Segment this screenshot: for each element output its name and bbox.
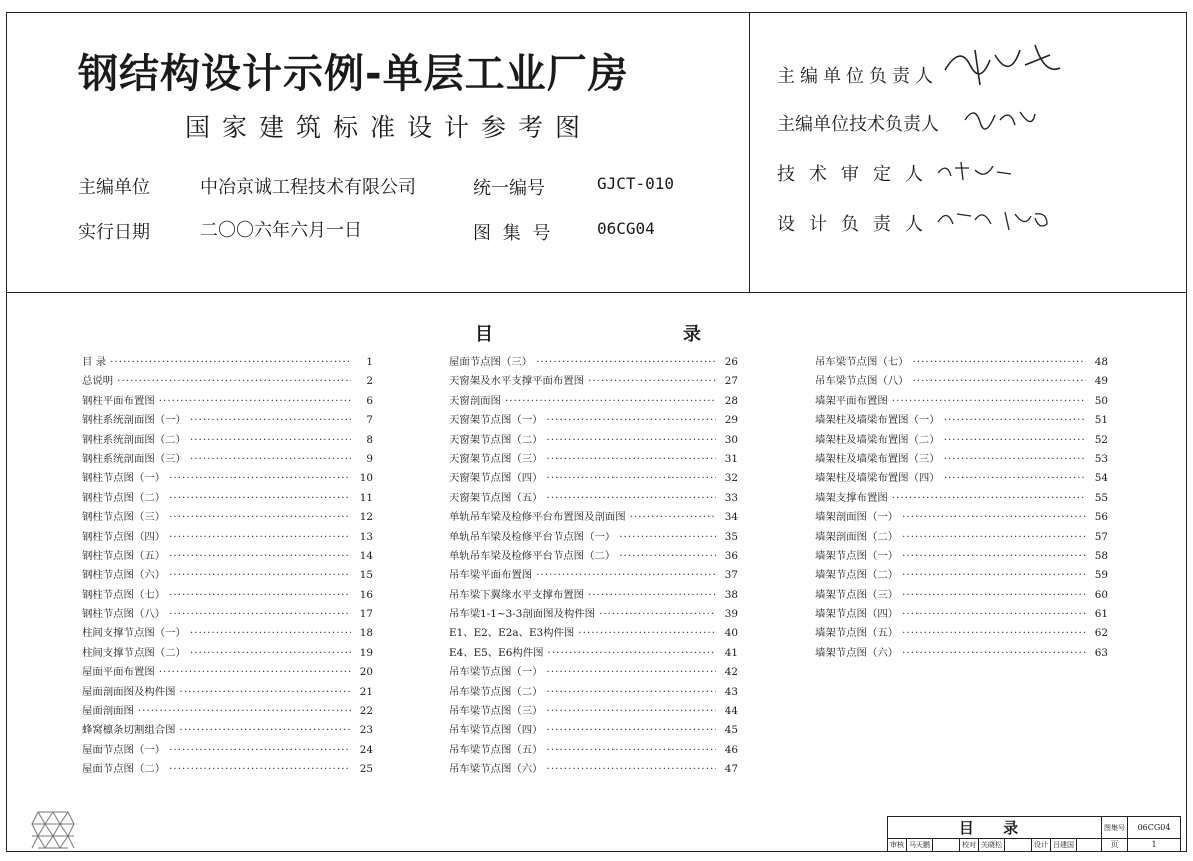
designer-label: 设计负责人 <box>777 214 937 235</box>
toc-entry-page: 10 <box>359 472 373 485</box>
toc-entry <box>449 644 738 663</box>
toc-entry-title: 单轨吊车梁及检修平台节点图（二） <box>449 549 616 562</box>
design-signature <box>1077 839 1101 851</box>
toc-entry <box>449 566 738 585</box>
title-block-signoff-row <box>888 839 1102 851</box>
toc-entry-title: E4、E5、E6构件图 <box>449 646 544 659</box>
toc-entry-title: 钢柱节点图（八） <box>82 608 166 621</box>
toc-leader-dots <box>547 666 716 678</box>
toc-leader-dots <box>599 608 716 620</box>
toc-entry-page: 11 <box>359 491 373 504</box>
date-value: 二〇〇六年六月一日 <box>200 220 362 241</box>
toc-leader-dots <box>902 608 1086 620</box>
toc-entry-title: 总说明 <box>82 375 114 388</box>
toc-entry-page: 1 <box>366 356 373 368</box>
toc-entry <box>82 624 373 643</box>
toc-entry <box>82 489 373 508</box>
toc-entry-title: 墙架柱及墙梁布置图（三） <box>815 452 940 465</box>
title-block <box>887 816 1181 852</box>
toc-entry-page: 49 <box>1094 375 1108 388</box>
toc-entry-title: 钢柱节点图（三） <box>82 511 166 524</box>
review-signature <box>933 839 960 851</box>
toc-entry <box>449 508 738 527</box>
toc-entry-title: 吊车梁节点图（四） <box>449 724 543 737</box>
toc-entry-page: 57 <box>1094 530 1108 543</box>
title-block-atlas-value: 06CG04 <box>1128 817 1180 839</box>
toc-leader-dots <box>902 511 1086 523</box>
publisher-logo <box>30 806 76 850</box>
toc-leader-dots <box>190 647 351 659</box>
toc-entry-title: 墙架平面布置图 <box>815 394 888 407</box>
toc-entry-title: 墙架节点图（一） <box>815 549 899 562</box>
toc-leader-dots <box>578 627 716 639</box>
toc-entry-title: 天窗架节点图（二） <box>449 433 543 446</box>
signature-divider <box>749 12 750 292</box>
header-divider <box>6 292 1187 293</box>
toc-entry <box>815 547 1108 566</box>
designer-signature <box>935 204 1060 234</box>
toc-entry <box>82 760 373 779</box>
toc-entry <box>82 508 373 527</box>
toc-entry <box>449 663 738 682</box>
toc-entry <box>449 431 738 450</box>
toc-leader-dots <box>169 569 351 581</box>
toc-leader-dots <box>169 763 351 775</box>
toc-entry-page: 17 <box>359 608 373 621</box>
toc-leader-dots <box>169 608 351 620</box>
toc-entry-page: 33 <box>724 491 738 504</box>
toc-entry <box>449 411 738 430</box>
toc-leader-dots <box>547 744 716 756</box>
toc-entry <box>449 392 738 411</box>
toc-leader-dots <box>169 531 351 543</box>
toc-entry-title: 吊车梁节点图（七） <box>815 356 909 368</box>
toc-entry <box>815 372 1108 391</box>
toc-leader-dots <box>110 356 351 368</box>
toc-leader-dots <box>902 569 1086 581</box>
toc-leader-dots <box>547 686 716 698</box>
editor-value: 中冶京诚工程技术有限公司 <box>200 177 416 198</box>
toc-entry <box>82 741 373 760</box>
toc-heading-left: 目 <box>475 324 493 345</box>
toc-entry <box>82 353 373 372</box>
toc-entry-title: 柱间支撑节点图（一） <box>82 627 186 640</box>
toc-leader-dots <box>536 356 716 368</box>
toc-entry-title: 天窗剖面图 <box>449 394 501 407</box>
toc-leader-dots <box>547 705 716 717</box>
toc-entry <box>82 721 373 740</box>
toc-entry-title: 屋面节点图（二） <box>82 763 166 776</box>
toc-entry-page: 27 <box>724 375 738 388</box>
check-label: 校对 <box>960 839 979 851</box>
toc-entry-title: 钢柱系统剖面图（二） <box>82 433 186 446</box>
toc-entry <box>449 372 738 391</box>
toc-leader-dots <box>902 647 1086 659</box>
toc-entry-page: 53 <box>1094 452 1108 465</box>
check-name: 关晓松 <box>979 839 1005 851</box>
toc-entry-title: E1、E2、E2a、E3构件图 <box>449 627 575 640</box>
toc-entry <box>449 469 738 488</box>
toc-leader-dots <box>190 453 351 465</box>
reviewer-label: 技术审定人 <box>777 164 937 185</box>
toc-leader-dots <box>902 589 1086 601</box>
toc-entry-page: 26 <box>724 356 738 368</box>
toc-entry-page: 13 <box>359 530 373 543</box>
toc-entry-page: 35 <box>724 530 738 543</box>
toc-entry-title: 蜂窝檩条切割组合图 <box>82 724 176 737</box>
toc-leader-dots <box>902 531 1086 543</box>
toc-leader-dots <box>944 434 1086 446</box>
toc-entry-title: 钢柱平面布置图 <box>82 394 155 407</box>
toc-entry <box>82 605 373 624</box>
toc-leader-dots <box>117 375 351 387</box>
toc-leader-dots <box>902 550 1086 562</box>
title-block-name: 目 录 <box>888 817 1102 839</box>
toc-entry-title: 吊车梁下翼缘水平支撑布置图 <box>449 588 585 601</box>
toc-entry-title: 吊车梁节点图（六） <box>449 763 543 776</box>
toc-leader-dots <box>536 569 716 581</box>
toc-leader-dots <box>547 453 716 465</box>
toc-leader-dots <box>619 531 716 543</box>
toc-leader-dots <box>547 763 716 775</box>
toc-entry <box>449 586 738 605</box>
toc-entry <box>82 586 373 605</box>
toc-entry-title: 天窗架节点图（三） <box>449 452 543 465</box>
toc-entry-page: 14 <box>359 549 373 562</box>
toc-entry <box>449 760 738 779</box>
toc-entry <box>815 508 1108 527</box>
toc-entry-page: 21 <box>359 685 373 698</box>
toc-entry <box>449 721 738 740</box>
toc-leader-dots <box>548 647 716 659</box>
toc-leader-dots <box>588 589 716 601</box>
toc-entry-page: 42 <box>724 666 738 679</box>
toc-entry <box>449 353 738 372</box>
date-label: 实行日期 <box>78 222 150 243</box>
toc-leader-dots <box>913 356 1086 368</box>
toc-leader-dots <box>547 434 716 446</box>
toc-entry-page: 31 <box>724 452 738 465</box>
toc-entry <box>449 489 738 508</box>
toc-entry <box>449 683 738 702</box>
toc-column-2 <box>449 353 738 780</box>
chief-signature <box>940 40 1070 90</box>
toc-entry-title: 天窗架节点图（一） <box>449 414 543 427</box>
toc-entry-page: 56 <box>1094 511 1108 524</box>
toc-entry <box>815 586 1108 605</box>
toc-leader-dots <box>547 724 716 736</box>
toc-entry <box>449 702 738 721</box>
toc-entry-title: 墙架剖面图（一） <box>815 511 899 524</box>
toc-entry-page: 23 <box>359 724 373 737</box>
toc-entry-title: 墙架节点图（四） <box>815 608 899 621</box>
code-label: 统一编号 <box>473 178 545 199</box>
toc-entry-title: 钢柱节点图（六） <box>82 569 166 582</box>
toc-leader-dots <box>169 744 351 756</box>
toc-entry <box>82 702 373 721</box>
toc-entry-page: 8 <box>366 433 373 446</box>
chief-label: 主编单位负责人 <box>777 66 938 87</box>
toc-entry-page: 47 <box>724 763 738 776</box>
toc-leader-dots <box>169 511 351 523</box>
toc-leader-dots <box>588 375 716 387</box>
toc-leader-dots <box>180 724 351 736</box>
check-signature <box>1005 839 1032 851</box>
toc-entry-page: 40 <box>724 627 738 640</box>
toc-entry <box>82 392 373 411</box>
reviewer-signature <box>935 158 1015 186</box>
toc-entry-page: 9 <box>366 452 373 465</box>
design-label: 设计 <box>1032 839 1051 851</box>
toc-entry <box>815 411 1108 430</box>
toc-column-3 <box>815 353 1108 663</box>
toc-entry-page: 43 <box>724 685 738 698</box>
toc-entry-page: 22 <box>359 705 373 718</box>
toc-entry-page: 59 <box>1094 569 1108 582</box>
toc-entry <box>815 624 1108 643</box>
toc-entry-page: 37 <box>724 569 738 582</box>
toc-entry <box>82 469 373 488</box>
toc-entry-page: 25 <box>359 763 373 776</box>
toc-leader-dots <box>190 434 351 446</box>
toc-entry-title: 钢柱节点图（二） <box>82 491 166 504</box>
toc-leader-dots <box>180 686 351 698</box>
toc-entry-page: 58 <box>1094 549 1108 562</box>
toc-leader-dots <box>944 472 1086 484</box>
toc-entry <box>449 624 738 643</box>
toc-entry-title: 墙架柱及墙梁布置图（四） <box>815 472 940 485</box>
toc-entry-title: 吊车梁节点图（八） <box>815 375 909 388</box>
toc-leader-dots <box>159 395 351 407</box>
toc-leader-dots <box>169 550 351 562</box>
toc-entry-title: 柱间支撑节点图（二） <box>82 646 186 659</box>
toc-entry <box>82 644 373 663</box>
toc-entry-page: 15 <box>359 569 373 582</box>
toc-leader-dots <box>944 414 1086 426</box>
toc-entry-page: 19 <box>359 646 373 659</box>
toc-entry-title: 钢柱节点图（一） <box>82 472 166 485</box>
toc-leader-dots <box>190 627 351 639</box>
toc-leader-dots <box>159 666 351 678</box>
toc-entry-page: 52 <box>1094 433 1108 446</box>
toc-entry <box>815 528 1108 547</box>
toc-entry-title: 钢柱节点图（四） <box>82 530 166 543</box>
toc-entry-title: 墙架节点图（五） <box>815 627 899 640</box>
toc-entry-title: 墙架剖面图（二） <box>815 530 899 543</box>
toc-entry-page: 29 <box>724 414 738 427</box>
toc-entry-page: 39 <box>724 608 738 621</box>
toc-entry-page: 46 <box>724 743 738 756</box>
toc-entry-title: 吊车梁1-1~3-3剖面图及构件图 <box>449 608 596 621</box>
toc-entry <box>815 450 1108 469</box>
toc-entry <box>815 489 1108 508</box>
toc-entry <box>82 372 373 391</box>
toc-leader-dots <box>547 414 716 426</box>
toc-entry-title: 吊车梁节点图（五） <box>449 743 543 756</box>
toc-entry-title: 屋面节点图（三） <box>449 356 533 368</box>
toc-entry-title: 吊车梁平面布置图 <box>449 569 533 582</box>
title-block-page-value: 1 <box>1151 840 1157 849</box>
toc-entry-page: 54 <box>1094 472 1108 485</box>
title-block-page-label: 页 <box>1102 839 1128 851</box>
toc-entry-page: 44 <box>724 705 738 718</box>
toc-entry <box>449 450 738 469</box>
toc-entry-page: 41 <box>724 646 738 659</box>
toc-entry-page: 48 <box>1094 356 1108 368</box>
toc-entry-page: 63 <box>1094 646 1108 659</box>
toc-entry-title: 屋面剖面图 <box>82 705 134 718</box>
toc-entry <box>82 683 373 702</box>
toc-entry-title: 天窗架及水平支撑平面布置图 <box>449 375 585 388</box>
toc-entry-page: 38 <box>724 588 738 601</box>
toc-leader-dots <box>190 414 351 426</box>
toc-entry <box>82 431 373 450</box>
toc-entry <box>82 411 373 430</box>
toc-entry-title: 屋面剖面图及构件图 <box>82 685 176 698</box>
toc-entry-page: 7 <box>366 414 373 427</box>
toc-entry-title: 墙架支撑布置图 <box>815 491 888 504</box>
toc-entry-page: 6 <box>366 394 373 407</box>
toc-entry-page: 61 <box>1094 608 1108 621</box>
toc-heading-right: 录 <box>683 324 701 345</box>
toc-entry-title: 钢柱系统剖面图（一） <box>82 414 186 427</box>
toc-entry-title: 单轨吊车梁及检修平台布置图及剖面图 <box>449 511 626 524</box>
toc-entry-title: 屋面平面布置图 <box>82 666 155 679</box>
toc-entry <box>815 566 1108 585</box>
toc-leader-dots <box>547 492 716 504</box>
design-name: 吕建国 <box>1051 839 1077 851</box>
toc-entry-page: 28 <box>724 394 738 407</box>
document-subtitle: 国家建筑标准设计参考图 <box>185 113 593 142</box>
toc-leader-dots <box>138 705 351 717</box>
atlas-value: 06CG04 <box>597 219 655 238</box>
toc-entry <box>815 644 1108 663</box>
toc-entry-page: 34 <box>724 511 738 524</box>
toc-entry-page: 51 <box>1094 414 1108 427</box>
toc-entry-title: 目 录 <box>82 356 107 368</box>
toc-entry <box>82 663 373 682</box>
toc-leader-dots <box>619 550 716 562</box>
toc-entry-page: 16 <box>359 588 373 601</box>
toc-entry <box>82 528 373 547</box>
toc-entry-title: 吊车梁节点图（一） <box>449 666 543 679</box>
toc-entry <box>815 605 1108 624</box>
review-label: 审核 <box>888 839 907 851</box>
toc-leader-dots <box>913 375 1086 387</box>
toc-entry-page: 20 <box>359 666 373 679</box>
title-block-atlas-label: 图集号 <box>1102 817 1128 839</box>
toc-entry-page: 18 <box>359 627 373 640</box>
atlas-label: 图 集 号 <box>473 223 554 244</box>
toc-leader-dots <box>505 395 716 407</box>
toc-entry-page: 2 <box>366 375 373 388</box>
toc-entry <box>815 431 1108 450</box>
document-title: 钢结构设计示例-单层工业厂房 <box>78 51 629 97</box>
toc-entry <box>815 469 1108 488</box>
toc-entry-title: 钢柱节点图（五） <box>82 549 166 562</box>
toc-entry-title: 单轨吊车梁及检修平台节点图（一） <box>449 530 616 543</box>
tech-chief-label: 主编单位技术负责人 <box>777 114 939 135</box>
toc-entry-page: 32 <box>724 472 738 485</box>
toc-leader-dots <box>892 492 1086 504</box>
toc-entry-title: 墙架柱及墙梁布置图（二） <box>815 433 940 446</box>
toc-entry-title: 墙架柱及墙梁布置图（一） <box>815 414 940 427</box>
toc-entry-title: 天窗架节点图（四） <box>449 472 543 485</box>
toc-entry-title: 墙架节点图（二） <box>815 569 899 582</box>
toc-entry-title: 吊车梁节点图（二） <box>449 685 543 698</box>
code-value: GJCT-010 <box>597 174 675 193</box>
toc-entry-page: 24 <box>359 743 373 756</box>
toc-column-1 <box>82 353 373 780</box>
editor-label: 主编单位 <box>78 177 150 198</box>
toc-entry <box>82 566 373 585</box>
toc-entry <box>82 547 373 566</box>
toc-entry-page: 50 <box>1094 394 1108 407</box>
toc-leader-dots <box>169 492 351 504</box>
toc-leader-dots <box>169 472 351 484</box>
toc-leader-dots <box>547 472 716 484</box>
toc-entry <box>815 392 1108 411</box>
toc-leader-dots <box>169 589 351 601</box>
toc-entry <box>449 741 738 760</box>
toc-entry <box>449 547 738 566</box>
toc-entry <box>815 353 1108 372</box>
review-name: 马天鹏 <box>907 839 933 851</box>
toc-entry <box>449 528 738 547</box>
toc-entry-page: 62 <box>1094 627 1108 640</box>
tech-chief-signature <box>960 100 1040 135</box>
toc-entry-page: 30 <box>724 433 738 446</box>
toc-entry-page: 55 <box>1094 491 1108 504</box>
toc-entry-title: 吊车梁节点图（三） <box>449 705 543 718</box>
toc-leader-dots <box>630 511 716 523</box>
toc-entry-title: 天窗架节点图（五） <box>449 491 543 504</box>
toc-entry-title: 钢柱节点图（七） <box>82 588 166 601</box>
toc-entry-page: 12 <box>359 511 373 524</box>
toc-leader-dots <box>944 453 1086 465</box>
toc-entry-page: 45 <box>724 724 738 737</box>
toc-entry <box>449 605 738 624</box>
toc-entry-title: 墙架节点图（三） <box>815 588 899 601</box>
toc-entry-page: 60 <box>1094 588 1108 601</box>
toc-leader-dots <box>892 395 1086 407</box>
toc-entry <box>82 450 373 469</box>
toc-entry-page: 36 <box>724 549 738 562</box>
toc-entry-title: 屋面节点图（一） <box>82 743 166 756</box>
toc-entry-title: 墙架节点图（六） <box>815 646 899 659</box>
toc-leader-dots <box>902 627 1086 639</box>
toc-entry-title: 钢柱系统剖面图（三） <box>82 452 186 465</box>
